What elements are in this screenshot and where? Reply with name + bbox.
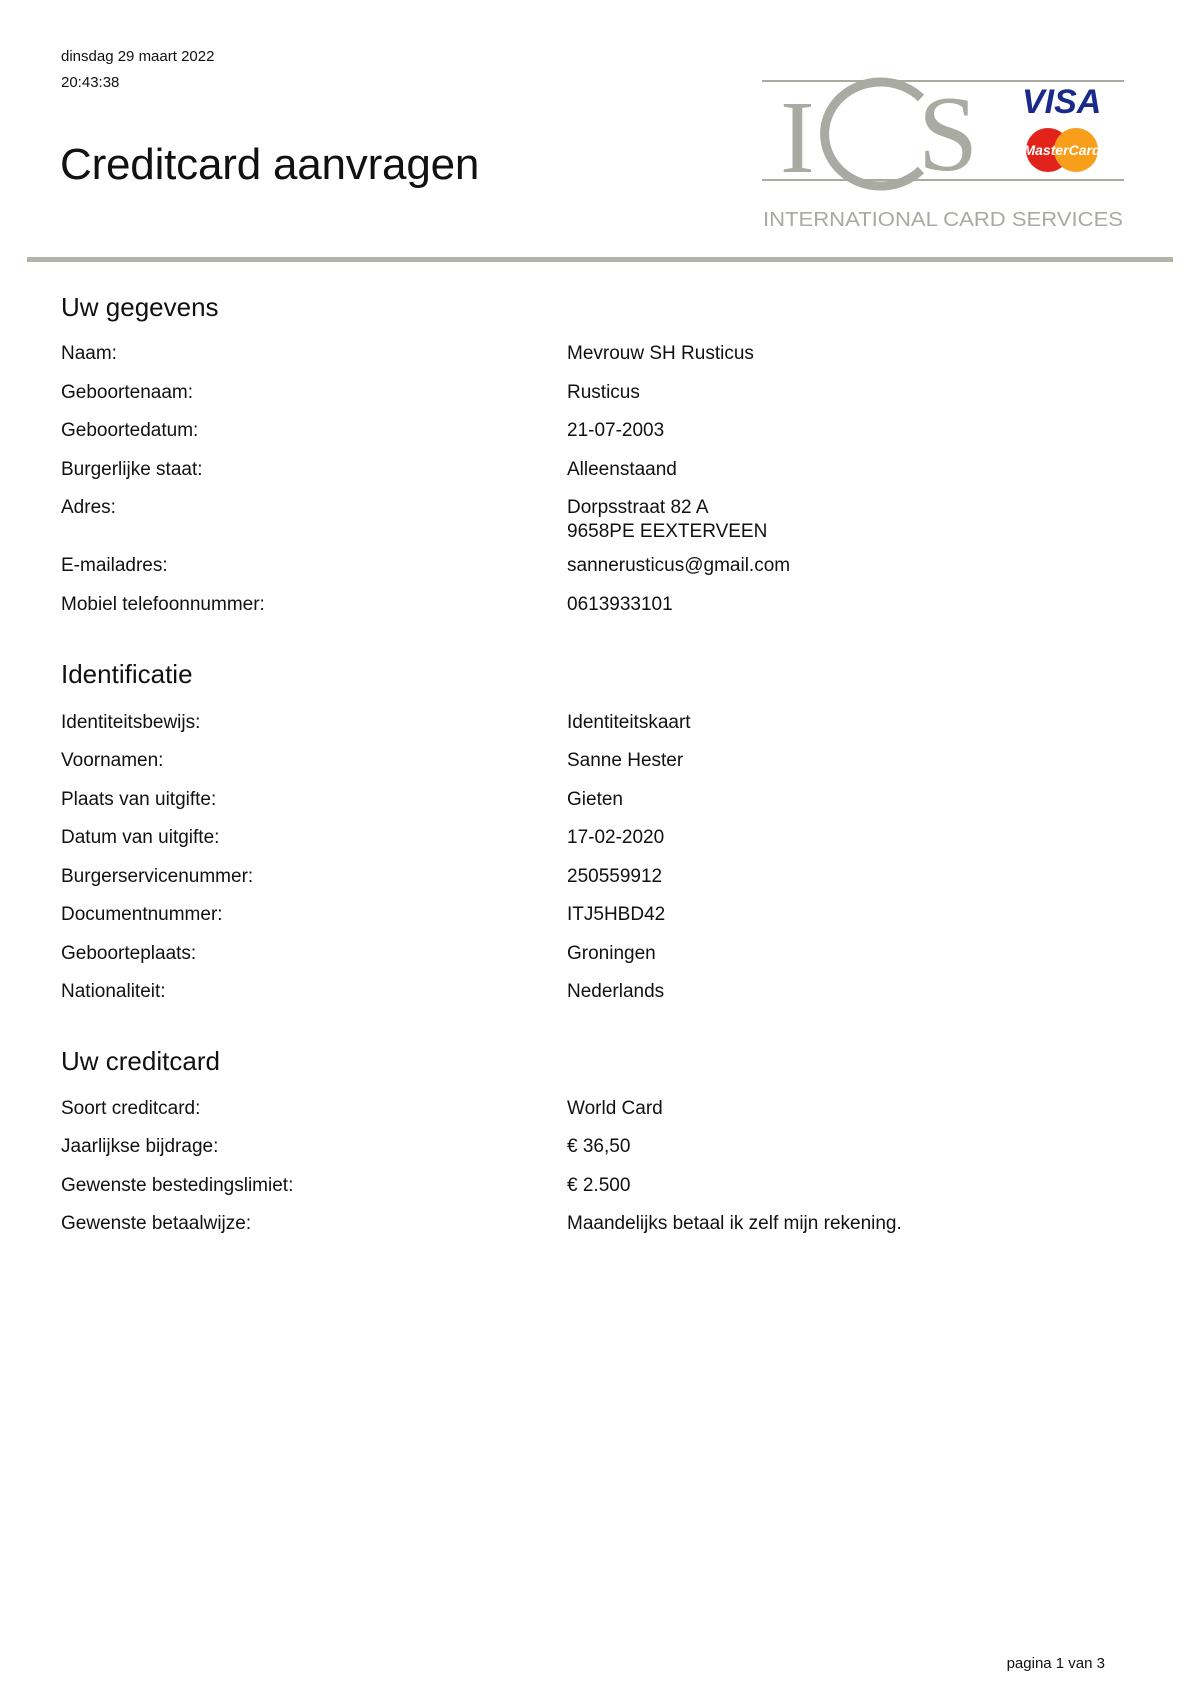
value-geboorteplaats: Groningen bbox=[567, 943, 656, 964]
value-voornamen: Sanne Hester bbox=[567, 750, 684, 771]
label-datum-van-uitgifte: Datum van uitgifte: bbox=[61, 827, 220, 848]
visa-logo-text: VISA bbox=[1022, 83, 1102, 121]
label-burgerservicenummer: Burgerservicenummer: bbox=[61, 866, 254, 887]
row-soort-creditcard bbox=[61, 1097, 1141, 1121]
label-geboorteplaats: Geboorteplaats: bbox=[61, 943, 197, 964]
label-nationaliteit: Nationaliteit: bbox=[61, 981, 166, 1002]
label-burgerlijke-staat: Burgerlijke staat: bbox=[61, 459, 203, 480]
print-meta bbox=[61, 44, 214, 96]
row-documentnummer bbox=[61, 903, 1141, 927]
label-identiteitsbewijs: Identiteitsbewijs: bbox=[61, 712, 201, 733]
row-plaats-van-uitgifte bbox=[61, 788, 1141, 812]
row-mobiel bbox=[61, 593, 1141, 617]
page-number: pagina 1 van 3 bbox=[1006, 1655, 1105, 1672]
label-documentnummer: Documentnummer: bbox=[61, 904, 223, 925]
label-adres: Adres: bbox=[61, 497, 116, 518]
row-betaalwijze bbox=[61, 1212, 1141, 1236]
label-email: E-mailadres: bbox=[61, 555, 168, 576]
label-plaats-van-uitgifte: Plaats van uitgifte: bbox=[61, 789, 217, 810]
value-identiteitsbewijs: Identiteitskaart bbox=[567, 712, 691, 733]
logo-letter-c bbox=[825, 82, 921, 186]
label-geboortenaam: Geboortenaam: bbox=[61, 382, 194, 403]
row-nationaliteit bbox=[61, 980, 1141, 1004]
row-burgerservicenummer bbox=[61, 865, 1141, 889]
section-title-identificatie: Identificatie bbox=[61, 659, 193, 689]
logo-letter-i: I bbox=[780, 80, 815, 195]
print-time: 20:43:38 bbox=[61, 74, 120, 91]
row-jaarlijkse-bijdrage bbox=[61, 1135, 1141, 1159]
value-adres bbox=[567, 496, 1141, 544]
mastercard-logo-text: MasterCard bbox=[1023, 142, 1101, 158]
row-voornamen bbox=[61, 749, 1141, 773]
value-bestedingslimiet: € 2.500 bbox=[567, 1175, 631, 1196]
logo-letter-s: S bbox=[918, 75, 979, 194]
value-geboortenaam: Rusticus bbox=[567, 382, 640, 403]
label-voornamen: Voornamen: bbox=[61, 750, 164, 771]
row-naam bbox=[61, 342, 1141, 366]
print-date: dinsdag 29 maart 2022 bbox=[61, 48, 215, 65]
row-burgerlijke-staat bbox=[61, 458, 1141, 482]
value-naam: Mevrouw SH Rusticus bbox=[567, 343, 754, 364]
label-naam: Naam: bbox=[61, 343, 117, 364]
label-soort-creditcard: Soort creditcard: bbox=[61, 1098, 201, 1119]
header-divider bbox=[27, 257, 1173, 262]
label-mobiel: Mobiel telefoonnummer: bbox=[61, 594, 265, 615]
label-geboortedatum: Geboortedatum: bbox=[61, 420, 199, 441]
row-bestedingslimiet bbox=[61, 1174, 1141, 1198]
value-email: sannerusticus@gmail.com bbox=[567, 555, 791, 576]
label-betaalwijze: Gewenste betaalwijze: bbox=[61, 1213, 252, 1234]
value-jaarlijkse-bijdrage: € 36,50 bbox=[567, 1136, 631, 1157]
row-datum-van-uitgifte bbox=[61, 826, 1141, 850]
row-identiteitsbewijs bbox=[61, 711, 1141, 735]
label-bestedingslimiet: Gewenste bestedingslimiet: bbox=[61, 1175, 294, 1196]
value-burgerservicenummer: 250559912 bbox=[567, 866, 663, 887]
value-geboortedatum: 21-07-2003 bbox=[567, 420, 665, 441]
row-adres bbox=[61, 496, 1141, 544]
label-jaarlijkse-bijdrage: Jaarlijkse bijdrage: bbox=[61, 1136, 219, 1157]
section-title-gegevens: Uw gegevens bbox=[61, 292, 219, 322]
value-adres-line1: Dorpsstraat 82 A bbox=[567, 497, 709, 518]
row-geboorteplaats bbox=[61, 942, 1141, 966]
row-geboortedatum bbox=[61, 419, 1141, 443]
value-soort-creditcard: World Card bbox=[567, 1098, 663, 1119]
section-title-creditcard: Uw creditcard bbox=[61, 1046, 220, 1076]
value-burgerlijke-staat: Alleenstaand bbox=[567, 459, 677, 480]
value-mobiel: 0613933101 bbox=[567, 594, 673, 615]
value-nationaliteit: Nederlands bbox=[567, 981, 665, 1002]
ics-logo bbox=[758, 66, 1128, 232]
page-title: Creditcard aanvragen bbox=[60, 140, 480, 189]
logo-tagline: INTERNATIONAL CARD SERVICES bbox=[763, 209, 1123, 231]
value-documentnummer: ITJ5HBD42 bbox=[567, 904, 666, 925]
value-datum-van-uitgifte: 17-02-2020 bbox=[567, 827, 665, 848]
row-geboortenaam bbox=[61, 381, 1141, 405]
value-plaats-van-uitgifte: Gieten bbox=[567, 789, 623, 810]
row-email bbox=[61, 554, 1141, 578]
value-adres-line2: 9658PE EEXTERVEEN bbox=[567, 521, 768, 542]
value-betaalwijze: Maandelijks betaal ik zelf mijn rekening. bbox=[567, 1213, 902, 1234]
